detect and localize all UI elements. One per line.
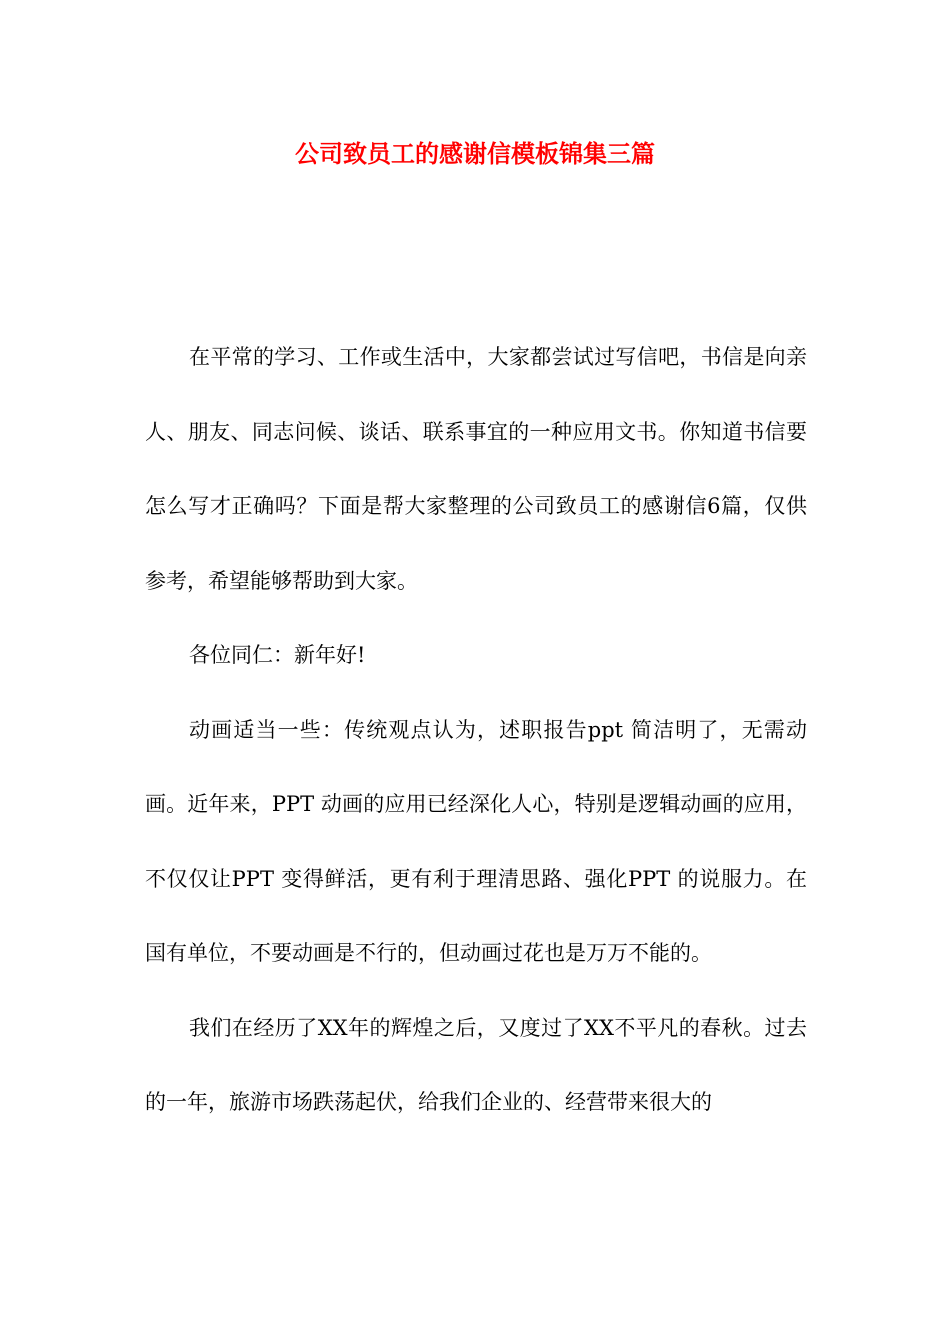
- paragraph-greeting: 各位同仁：新年好!: [189, 643, 366, 667]
- paragraph-intro: 在平常的学习、工作或生活中，大家都尝试过写信吧，书信是向亲人、朋友、同志问候、谈话、联系事宜的一种应用文书。你知道书信要怎么写才正确吗？下面是帮大家整理的公司致员工的感谢信6篇，仅供参考，希望能够帮助到大家。: [145, 345, 807, 593]
- paragraph-year-review: 我们在经历了XX年的辉煌之后，又度过了XX不平凡的春秋。过去的一年，旅游市场跌荡起伏，给我们企业的、经营带来很大的: [145, 1015, 807, 1114]
- paragraph-animation: 动画适当一些：传统观点认为，述职报告ppt 简洁明了，无需动画。近年来，PPT 动画的应用已经深化人心，特别是逻辑动画的应用，不仅仅让PPT 变得鲜活，更有利于理清思路、强化PPT 的说服力。在国有单位，不要动画是不行的，但动画过花也是万万不能的。: [145, 717, 807, 965]
- document-title: 公司致员工的感谢信模板锦集三篇: [295, 140, 655, 168]
- document-body: [145, 320, 807, 1140]
